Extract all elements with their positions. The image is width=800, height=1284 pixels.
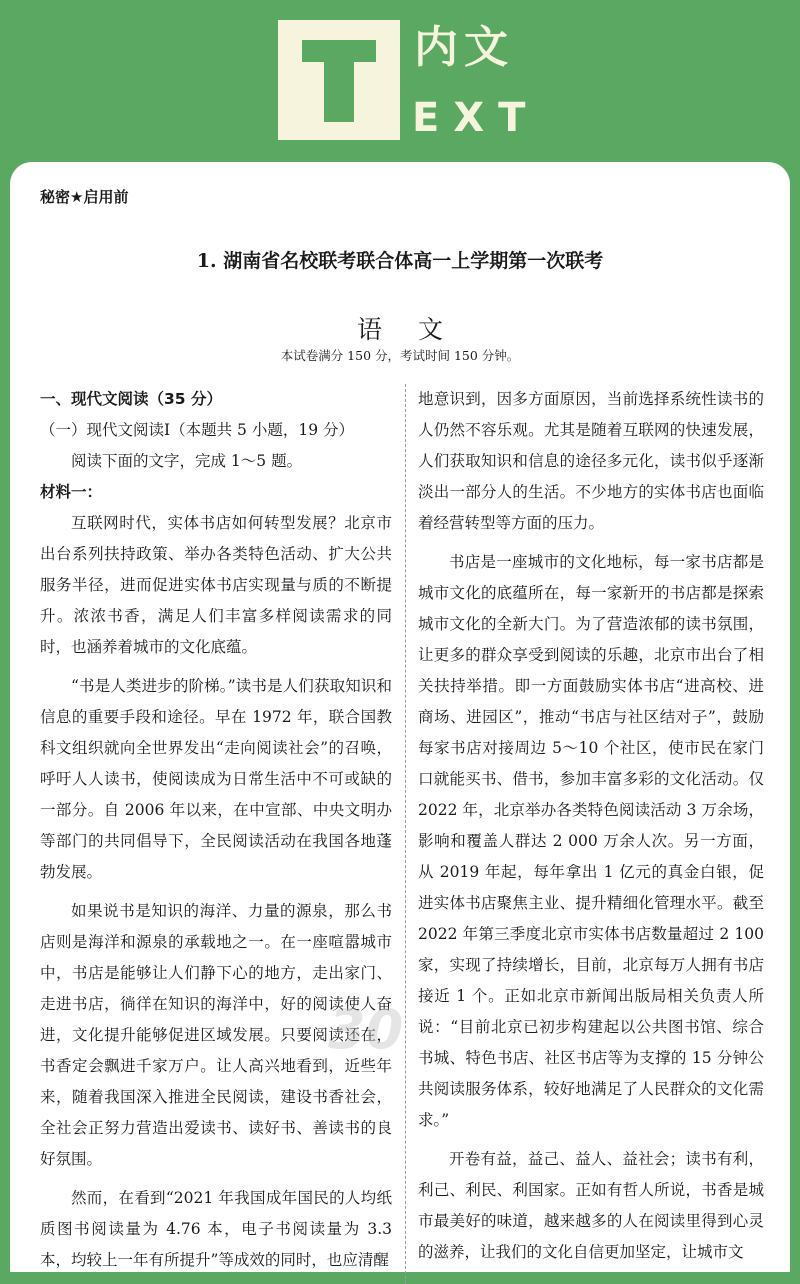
left-column-paragraph: “书是人类进步的阶梯。”读书是人们获取知识和信息的重要手段和途径。早在 1972 年，联合国教科文组织就向全世界发出“走向阅读社会”的召唤，呼吁人人读书，使阅读成为日常生活中不可或缺的一部分。自 2006 年以来，在中宣部、中央文明办等部门的共同倡导下，全民阅读活动在我国各地蓬勃发展。 [40, 677, 392, 881]
banner-title-en: EXT [412, 95, 540, 141]
left-column [40, 384, 392, 1276]
right-column [418, 384, 764, 1268]
left-column-paragraph: 如果说书是知识的海洋、力量的源泉，那么书店则是海洋和源泉的承载地之一。在一座喧嚣城市中，书店是能够让人们静下心的地方，走出家门、走进书店，徜徉在知识的海洋中，好的阅读使人奋进，文化提升能够促进区域发展。只要阅读还在，书香定会飘进千家万户。让人高兴地看到，近些年来，随着我国深入推进全民阅读，建设书香社会，全社会正努力营造出爱读书、读好书、善读书的良好氛围。 [40, 902, 392, 1168]
left-column-paragraph: 然而，在看到“2021 年我国成年国民的人均纸质图书阅读量为 4.76 本，电子书阅读量为 3.3 本，均较上一年有所提升”等成效的同时，也应清醒 [40, 1189, 392, 1269]
right-column-paragraph: 开卷有益，益己、益人、益社会；读书有利，利己、利民、利国家。正如有哲人所说，书香是城市最美好的味道，越来越多的人在阅读里得到心灵的滋养，让我们的文化自信更加坚定，让城市文 [418, 1150, 764, 1261]
logo-t-stem [324, 40, 354, 122]
left-column-paragraph: 一、现代文阅读（35 分） [40, 390, 222, 408]
banner-title-cn: 内文 [414, 22, 514, 73]
text-section-logo [278, 20, 400, 140]
right-column-paragraph: 书店是一座城市的文化地标，每一家书店都是城市文化的底蕴所在，每一家新开的书店都是探索城市文化的全新大门。为了营造浓郁的读书氛围，让更多的群众享受到阅读的乐趣，北京市出台了相关扶持举措。即一方面鼓励实体书店“进高校、进商场、进园区”，推动“书店与社区结对子”，鼓励每家书店对接周边 5～10 个社区，使市民在家门口就能买书、借书，参加丰富多彩的文化活动。仅 2022 年，北京举办各类特色阅读活动 3 万余场，影响和覆盖人群达 2 000 万余人次。另一方面，从 2019 年起，每年拿出 1 亿元的真金白银，促进实体书店聚焦主业、提升精细化管理水平。截至 2022 年第三季度北京市实体书店数量超过 2 100 家，实现了持续增长，目前，北京每万人拥有书店接近 1 个。正如北京市新闻出版局相关负责人所说：“目前北京已初步构建起以公共图书馆、综合书城、特色书店、社区书店等为支撑的 15 分钟公共阅读服务体系，较好地满足了人民群众的文化需求。” [418, 553, 764, 1129]
exam-page [10, 162, 790, 1272]
left-column-paragraph: 材料一： [40, 483, 103, 501]
watermark-logo: 30 [328, 998, 404, 1061]
exam-title: 1. 湖南省名校联考联合体高一上学期第一次联考 [196, 250, 604, 272]
exam-note: 本试卷满分 150 分，考试时间 150 分钟。 [280, 348, 520, 363]
left-column-paragraph: 阅读下面的文字，完成 1～5 题。 [71, 452, 303, 470]
column-divider [405, 384, 406, 1284]
left-column-paragraph: 互联网时代，实体书店如何转型发展？北京市出台系列扶持政策、举办各类特色活动、扩大公共服务半径，进而促进实体书店实现量与质的不断提升。浓浓书香，满足人们丰富多样阅读需求的同时，也涵养着城市的文化底蕴。 [40, 514, 392, 656]
subject-title: 语文 [356, 315, 479, 344]
right-column-paragraph: 地意识到，因多方面原因，当前选择系统性读书的人仍然不容乐观。尤其是随着互联网的快速发展，人们获取知识和信息的途径多元化，读书似乎逐渐淡出一部分人的生活。不少地方的实体书店也面临着经营转型等方面的压力。 [418, 390, 764, 532]
section-banner [0, 0, 800, 170]
secret-label: 秘密★启用前 [40, 188, 129, 206]
left-column-paragraph: （一）现代文阅读Ⅰ（本题共 5 小题，19 分） [40, 421, 354, 439]
